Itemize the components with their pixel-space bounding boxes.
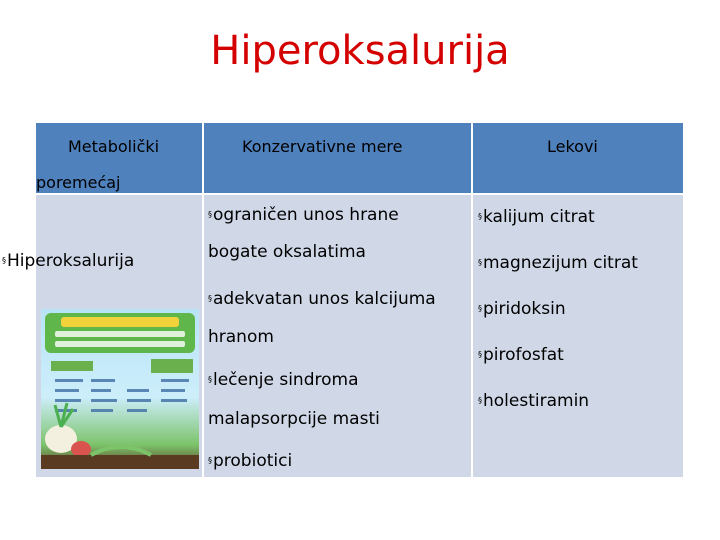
bullet-icon: § (478, 350, 482, 359)
cell-metabolic (2, 195, 202, 477)
bullet-icon: § (2, 256, 6, 265)
drug-item-2: §magnezijum citrat (478, 253, 638, 273)
header-drugs: Lekovi (547, 137, 598, 156)
drug-item-4: §pirofosfat (478, 345, 564, 365)
table (2, 123, 683, 477)
drug-item-3: §piridoksin (478, 299, 566, 319)
bullet-icon: § (208, 210, 212, 219)
conservative-line-3: §adekvatan unos kalcijuma (208, 289, 436, 309)
conservative-line-2: bogate oksalatima (208, 242, 366, 262)
conservative-line-6: malapsorpcije masti (208, 409, 380, 429)
bullet-icon: § (208, 294, 212, 303)
food-poster-graphic (41, 309, 199, 469)
bullet-icon: § (478, 396, 482, 405)
bullet-icon: § (478, 212, 482, 221)
header-cell-conservative (204, 123, 471, 193)
conservative-line-1: §ograničen unos hrane (208, 205, 399, 225)
drug-item-5: §holestiramin (478, 391, 590, 411)
food-poster-image (41, 309, 199, 469)
bullet-icon: § (208, 456, 212, 465)
cell-drugs (473, 195, 683, 477)
bullet-icon: § (478, 258, 482, 267)
header-metabolic-line2: poremećaj (36, 173, 121, 192)
metabolic-item (2, 251, 134, 271)
header-cell-drugs (473, 123, 683, 193)
bullet-icon: § (478, 304, 482, 313)
drug-item-1: §kalijum citrat (478, 207, 595, 227)
conservative-line-5: §lečenje sindroma (208, 370, 359, 390)
bullet-icon: § (208, 375, 212, 384)
header-metabolic-line1: Metabolički (68, 137, 160, 156)
cell-conservative (204, 195, 471, 477)
header-conservative: Konzervativne mere (242, 137, 403, 156)
slide-title: Hiperoksalurija (210, 28, 510, 74)
conservative-line-7: §probiotici (208, 451, 293, 471)
metabolic-item-label: Hiperoksalurija (7, 251, 135, 271)
conservative-line-4: hranom (208, 327, 274, 347)
